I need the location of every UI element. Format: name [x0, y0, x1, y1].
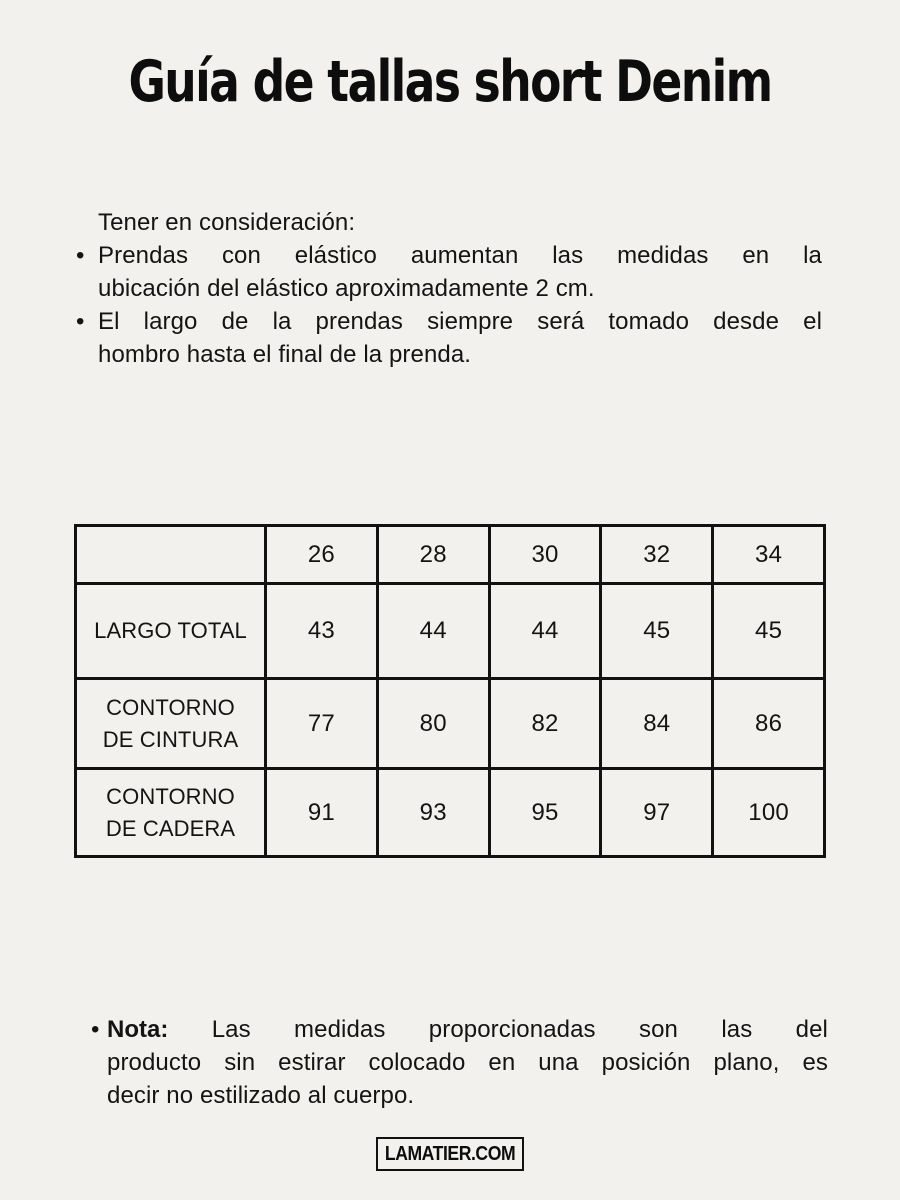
consideration-bullet-length	[74, 305, 822, 371]
consideration-bullet-elastic	[74, 239, 822, 305]
bullet-line: hombro hasta el final de la prenda.	[98, 341, 472, 368]
table-row-largo-total	[76, 584, 825, 679]
measurement-value: 97	[601, 769, 713, 857]
note-list	[93, 1013, 828, 1112]
size-column-header: 26	[266, 526, 378, 584]
table-row-contorno-cadera	[76, 769, 825, 857]
measurement-value: 45	[601, 584, 713, 679]
size-column-header: 32	[601, 526, 713, 584]
measurement-value: 77	[266, 679, 378, 769]
consideration-list	[74, 239, 822, 371]
size-table-corner-cell	[76, 526, 266, 584]
measurement-value: 93	[377, 769, 489, 857]
size-column-header: 30	[489, 526, 601, 584]
page-title: Guía de tallas short Denim	[128, 49, 772, 115]
measurement-value: 82	[489, 679, 601, 769]
size-column-header: 34	[713, 526, 825, 584]
note-line: producto sin estirar colocado en una posición plano, es	[107, 1049, 828, 1076]
note-text: Las medidas proporcionadas son las del	[211, 1016, 828, 1043]
consideration-section	[74, 206, 822, 371]
note-bullet	[93, 1013, 828, 1112]
measurement-value: 91	[266, 769, 378, 857]
row-label: CONTORNO DE CINTURA	[76, 679, 266, 769]
note-label: Nota:	[107, 1016, 169, 1043]
row-label: LARGO TOTAL	[76, 584, 266, 679]
bullet-line: • El largo de la prendas siempre será tomado desde el	[98, 308, 822, 335]
bullet-line: ubicación del elástico aproximadamente 2 cm.	[98, 275, 595, 302]
measurement-value: 100	[713, 769, 825, 857]
brand-footer-box	[376, 1137, 524, 1171]
brand-name: LAMATIER.COM	[384, 1142, 516, 1165]
measurement-value: 80	[377, 679, 489, 769]
consideration-heading: Tener en consideración:	[98, 209, 356, 236]
measurement-value: 44	[489, 584, 601, 679]
table-row-contorno-cintura	[76, 679, 825, 769]
measurement-value: 44	[377, 584, 489, 679]
note-section	[93, 1013, 828, 1112]
note-line	[107, 1013, 828, 1046]
measurement-value: 86	[713, 679, 825, 769]
measurement-value: 95	[489, 769, 601, 857]
measurement-value: 45	[713, 584, 825, 679]
note-line: decir no estilizado al cuerpo.	[107, 1082, 415, 1109]
measurement-value: 84	[601, 679, 713, 769]
size-table	[74, 524, 826, 858]
size-table-header-row	[76, 526, 825, 584]
row-label: CONTORNO DE CADERA	[76, 769, 266, 857]
measurement-value: 43	[266, 584, 378, 679]
size-column-header: 28	[377, 526, 489, 584]
bullet-line: • Prendas con elástico aumentan las medidas en la	[98, 242, 822, 269]
